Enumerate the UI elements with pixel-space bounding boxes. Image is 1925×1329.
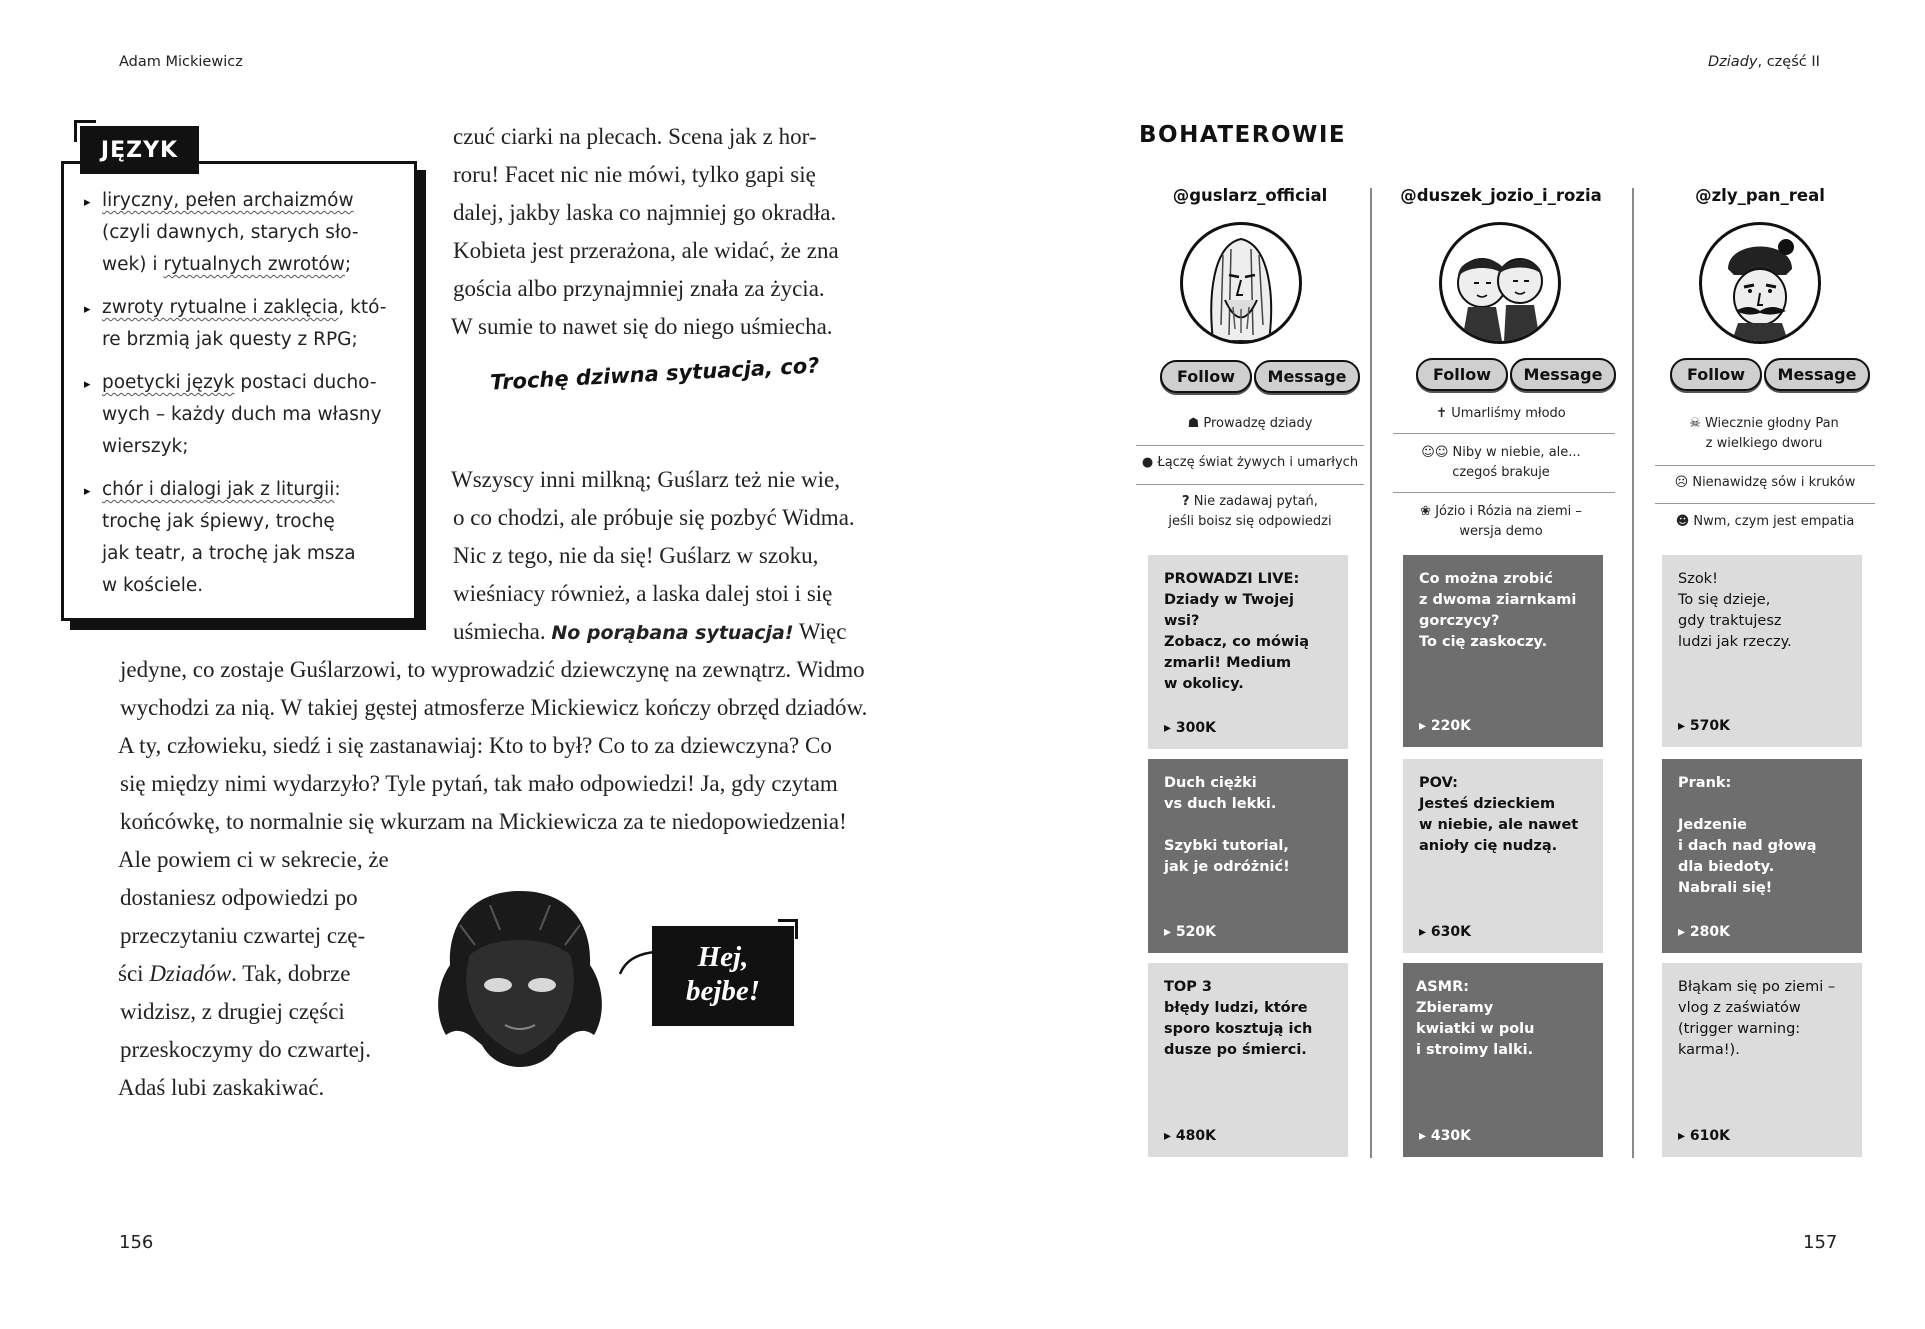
bullet-icon: ▸ (84, 377, 91, 392)
two-children-portrait-icon (1442, 225, 1558, 341)
text-line: dalej, jakby laska co najmniej go okradła. (453, 200, 837, 225)
text-line: roru! Facet nic nie mówi, tylko gapi się (453, 162, 816, 187)
avatar[interactable] (1699, 222, 1821, 344)
list-line: chór i dialogi jak z liturgii: (102, 479, 341, 500)
list-line: re brzmią jak questy z RPG; (102, 329, 358, 350)
text-line: Wszyscy inni milkną; Guślarz też nie wie, (451, 467, 840, 492)
view-count: ▸ 570K (1678, 718, 1730, 734)
view-count: ▸ 430K (1419, 1128, 1471, 1144)
bio-line: ● Łączę świat żywych i umarłych (1141, 455, 1359, 470)
speech-bubble (652, 926, 794, 1026)
bio-line: ❀ Józio i Rózia na ziemi – wersja demo (1420, 504, 1582, 539)
speech-line: Hej, (697, 941, 749, 973)
list-line: zwroty rytualne i zaklęcia, któ- (102, 297, 387, 318)
cross-icon: ✝ (1436, 406, 1448, 421)
avatar[interactable] (1439, 222, 1561, 344)
divider (1393, 492, 1615, 493)
text-line: Ale powiem ci w sekrecie, że (118, 847, 389, 872)
profile-handle[interactable]: @duszek_jozio_i_rozia (1400, 186, 1602, 205)
video-title: Szok! To się dzieje, gdy traktujesz ludzi jak rzeczy. (1678, 571, 1792, 650)
text-line: A ty, człowieku, siedź i się zastanawiaj: Kto to był? Co to za dziewczyna? Co (118, 733, 832, 758)
view-count: ▸ 630K (1419, 924, 1471, 940)
view-count: ▸ 300K (1164, 720, 1216, 736)
video-title: Duch ciężki vs duch lekki. Szybki tutorial, jak je odróżnić! (1164, 775, 1290, 875)
video-card[interactable] (1403, 759, 1603, 953)
video-card[interactable] (1662, 963, 1862, 1157)
running-header-title: Dziady, część II (1708, 54, 1820, 70)
bio-line: ☻ Nwm, czym jest empatia (1675, 514, 1855, 529)
list-line: trochę jak śpiewy, trochę (102, 511, 335, 532)
message-button[interactable]: Message (1764, 358, 1870, 391)
angry-icon: ☹ (1674, 475, 1689, 490)
video-card[interactable] (1403, 963, 1603, 1157)
divider (1655, 503, 1875, 504)
text-line: przeskoczymy do czwartej. (120, 1037, 371, 1062)
ghost-icon: ☗ (1187, 416, 1200, 431)
text-line: W sumie to nawet się do niego uśmiecha. (451, 314, 833, 339)
bullet-icon: ▸ (84, 302, 91, 317)
video-title: ASMR: Zbieramy kwiatki w polu i stroimy lalki. (1416, 979, 1535, 1058)
list-line: wych – każdy duch ma własny (102, 404, 382, 425)
divider (1655, 465, 1875, 466)
text-line: Nic z tego, nie da się! Guślarz w szoku, (453, 543, 819, 568)
question-icon: ? (1182, 494, 1190, 509)
message-button[interactable]: Message (1254, 360, 1360, 393)
list-line: liryczny, pełen archaizmów (102, 190, 354, 211)
bio-line: ☠ Wiecznie głodny Pan z wielkiego dworu (1689, 416, 1839, 451)
handwritten-aside: Trochę dziwna sytuacja, co? (489, 353, 820, 395)
text-line: ści Dziadów. Tak, dobrze (118, 961, 351, 986)
list-line: jak teatr, a trochę jak msza (102, 543, 356, 564)
video-title: TOP 3 błędy ludzi, które sporo kosztują ich dusze po śmierci. (1164, 979, 1313, 1058)
skull-icon: ☠ (1689, 416, 1701, 431)
text-line: czuć ciarki na plecach. Scena jak z hor- (453, 124, 817, 149)
bullet-icon: ▸ (84, 195, 91, 210)
video-title: PROWADZI LIVE: Dziady w Twojej wsi? Zobacz, co mówią zmarli! Medium w okolicy. (1164, 571, 1310, 692)
text-line: Kobieta jest przerażona, ale widać, że zna (453, 238, 839, 263)
text-line: widzisz, z drugiej części (120, 999, 345, 1024)
text-line: uśmiecha. No porąbana sytuacja! Więc (453, 619, 847, 644)
view-count: ▸ 520K (1164, 924, 1216, 940)
text-line: wychodzi za nią. W takiej gęstej atmosferze Mickiewicz kończy obrzęd dziadów. (120, 695, 868, 720)
list-line: poetycki język postaci ducho- (102, 372, 377, 393)
bio-line: ☹ Nienawidzę sów i kruków (1674, 475, 1856, 490)
bio-line: ☺☺ Niby w niebie, ale... czegoś brakuje (1421, 445, 1581, 480)
list-line: w kościele. (102, 575, 204, 596)
text-line: gościa albo przynajmniej znała za życia. (453, 276, 825, 301)
bio-line: ✝ Umarliśmy młodo (1436, 406, 1566, 421)
list-line: wek) i rytualnych zwrotów; (102, 254, 352, 275)
handwritten-emphasis: No porąbana sytuacja! (551, 622, 794, 644)
video-card[interactable] (1148, 759, 1348, 953)
profile-handle[interactable]: @guslarz_official (1172, 186, 1328, 205)
video-title: POV: Jesteś dzieckiem w niebie, ale nawet anioły cię nudzą. (1419, 775, 1579, 854)
video-card[interactable] (1148, 555, 1348, 749)
video-card[interactable] (1148, 963, 1348, 1157)
bio-line: ? Nie zadawaj pytań, jeśli boisz się odpowiedzi (1168, 494, 1332, 529)
list-line: wierszyk; (102, 436, 189, 457)
page-number-left: 156 (119, 1232, 154, 1253)
wizard-portrait-icon (1183, 225, 1299, 341)
bullet-icon: ▸ (84, 484, 91, 499)
profile-handle[interactable]: @zly_pan_real (1695, 186, 1825, 205)
view-count: ▸ 610K (1678, 1128, 1730, 1144)
message-button[interactable]: Message (1510, 358, 1616, 391)
flower-icon: ❀ (1420, 504, 1432, 519)
bubble-corner-mark (778, 919, 798, 939)
nobleman-portrait-icon (1702, 225, 1818, 341)
page-number-right: 157 (1803, 1232, 1838, 1253)
divider (1136, 445, 1364, 446)
bio-line: ☗ Prowadzę dziady (1187, 416, 1313, 431)
text-line: dostaniesz odpowiedzi po (120, 885, 358, 910)
view-count: ▸ 280K (1678, 924, 1730, 940)
section-heading: BOHATEROWIE (1139, 122, 1347, 148)
video-title: Prank: Jedzenie i dach nad głową dla biedoty. Nabrali się! (1678, 775, 1817, 896)
text-line: jedyne, co zostaje Guślarzowi, to wyprowadzić dziewczynę na zewnątrz. Widmo (120, 657, 865, 682)
text-line: wieśniacy również, a laska dalej stoi i się (453, 581, 833, 606)
shrug-icon: ☻ (1675, 514, 1690, 529)
video-title: Błąkam się po ziemi – vlog z zaświatów (trigger warning: karma!). (1678, 979, 1836, 1058)
follow-button[interactable]: Follow (1416, 358, 1508, 391)
angels-icon: ☺☺ (1421, 445, 1449, 460)
column-divider (1632, 188, 1634, 1158)
text-line: o co chodzi, ale próbuje się pozbyć Widma. (453, 505, 855, 530)
text-line: Adaś lubi zaskakiwać. (118, 1075, 325, 1100)
text-line: się między nimi wydarzyło? Tyle pytań, tak mało odpowiedzi! Ja, gdy czytam (120, 771, 838, 796)
column-divider (1370, 188, 1372, 1158)
text-line: przeczytaniu czwartej czę- (120, 923, 366, 948)
video-card[interactable] (1662, 759, 1862, 953)
video-card[interactable] (1662, 555, 1862, 747)
list-line: (czyli dawnych, starych sło- (102, 222, 359, 243)
divider (1393, 433, 1615, 434)
video-title: Co można zrobić z dwoma ziarnkami gorczycy? To cię zaskoczy. (1419, 571, 1577, 650)
ghost-girl-illustration (430, 885, 610, 1070)
running-header-author: Adam Mickiewicz (119, 54, 243, 70)
view-count: ▸ 480K (1164, 1128, 1216, 1144)
follow-button[interactable]: Follow (1160, 360, 1252, 393)
language-box-title: JĘZYK (80, 126, 199, 174)
video-card[interactable] (1403, 555, 1603, 747)
view-count: ▸ 220K (1419, 718, 1471, 734)
text-line: końcówkę, to normalnie się wkurzam na Mickiewicza za te niedopowiedzenia! (120, 809, 847, 834)
avatar[interactable] (1180, 222, 1302, 344)
speech-line: bejbe! (685, 975, 761, 1007)
drop-icon: ● (1141, 455, 1154, 470)
follow-button[interactable]: Follow (1670, 358, 1762, 391)
divider (1136, 484, 1364, 485)
